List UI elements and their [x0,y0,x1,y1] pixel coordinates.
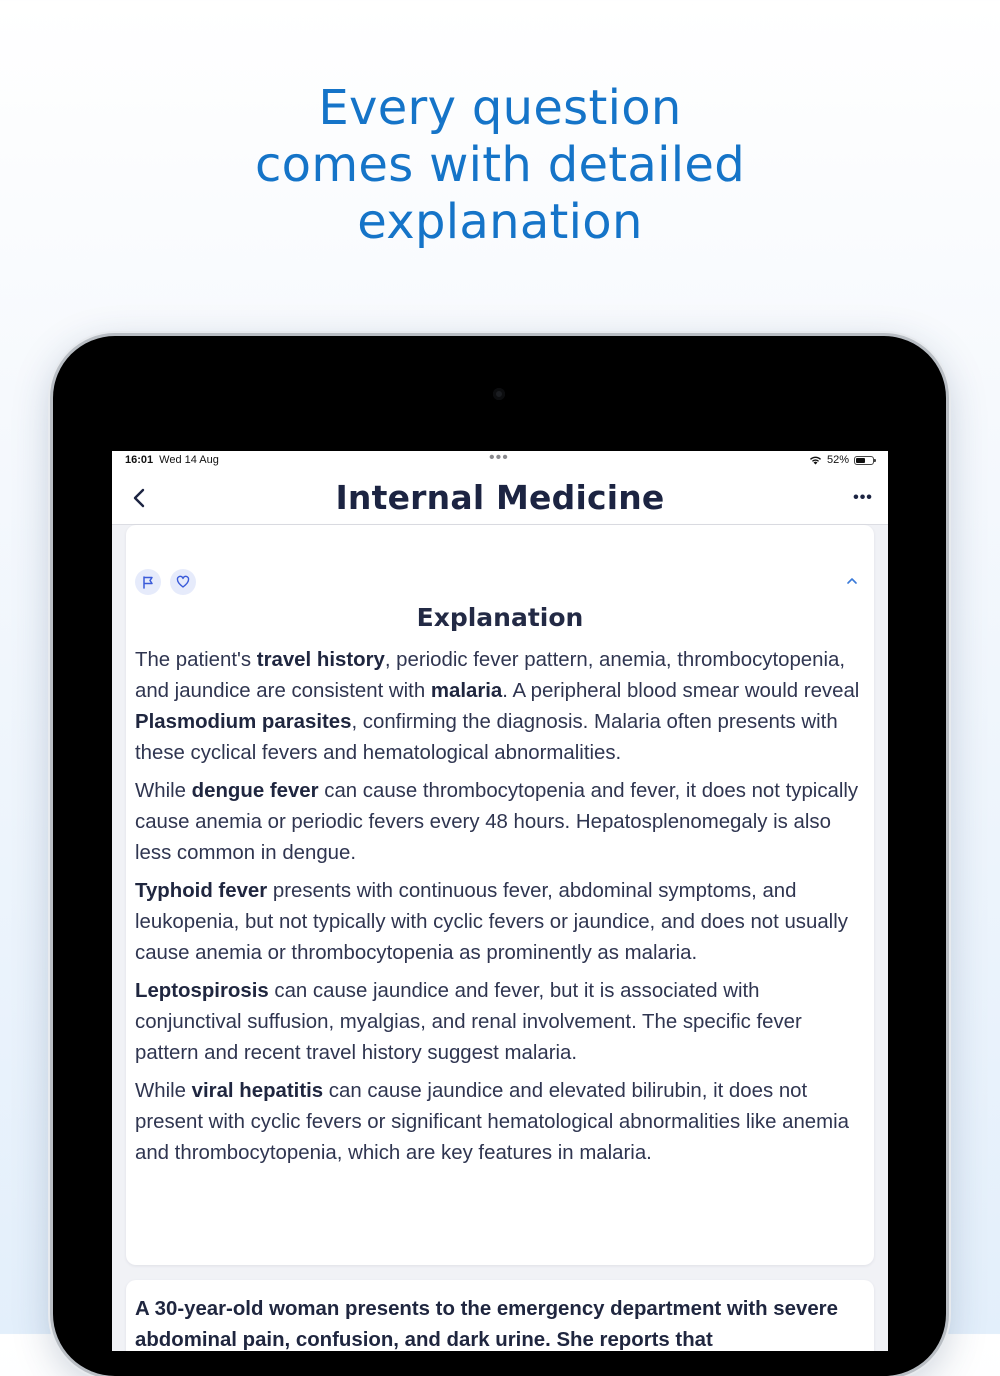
explanation-body [135,645,870,1176]
explanation-card [126,525,874,1265]
multitasking-dots-icon[interactable]: ••• [489,451,509,466]
front-camera [493,388,505,400]
key-term: Typhoid fever [135,880,268,902]
status-time-date [125,454,219,466]
ellipsis-icon: ••• [853,489,873,506]
explanation-text: . A peripheral blood smear would reveal [502,680,860,702]
status-bar [112,451,888,471]
chevron-up-icon [846,577,858,585]
status-indicators [809,454,874,466]
explanation-text: The patient's [135,649,257,671]
key-term: Leptospirosis [135,980,269,1002]
explanation-paragraph [135,776,870,869]
explanation-text: can cause thrombocytopenia and fever, it does not typically cause anemia or periodic fevers every 48 hours. Hepatosplenomegaly is also less common in dengue. [135,780,859,864]
flag-icon [141,575,155,589]
status-date: Wed 14 Aug [159,454,219,466]
page-title: Internal Medicine [335,478,665,517]
navigation-bar [112,471,888,525]
favorite-button[interactable] [170,569,196,595]
explanation-text: While [135,1080,192,1102]
key-term: Plasmodium parasites [135,711,352,733]
collapse-button[interactable] [842,571,862,591]
promo-headline [0,80,1000,251]
explanation-text: can cause jaundice and elevated bilirubin, it does not present with cyclic fevers or significant hematological abnormalities like anemia and thrombocytopenia, which are key features in malaria. [135,1080,849,1164]
question-stem: A 30-year-old woman presents to the emergency department with severe abdominal pain, confusion, and dark urine. She reports that [135,1298,838,1351]
explanation-paragraph [135,976,870,1069]
heart-icon [176,575,190,589]
key-term: travel history [256,649,385,671]
key-term: dengue fever [191,780,319,802]
battery-icon [854,456,874,465]
headline-line-2: comes with detailed [254,137,745,193]
flag-button[interactable] [135,569,161,595]
explanation-text: , confirming the diagnosis. Malaria often presents with these cyclical fevers and hematological abnormalities. [135,711,838,764]
key-term: malaria [430,680,503,702]
explanation-text: While [135,780,192,802]
wifi-icon [809,455,822,465]
app-screen [112,451,888,1351]
more-button[interactable] [848,483,878,513]
next-question-card[interactable] [126,1280,874,1351]
explanation-paragraph [135,645,870,769]
headline-line-1: Every question [318,80,682,136]
headline-line-3: explanation [357,194,643,250]
status-time: 16:01 [125,454,154,466]
explanation-paragraph [135,1076,870,1169]
explanation-paragraph [135,876,870,969]
battery-percent: 52% [826,454,849,466]
key-term: viral hepatitis [191,1080,324,1102]
explanation-text: presents with continuous fever, abdominal symptoms, and leukopenia, but not typically with cyclic fevers or jaundice, and does not usually cause anemia or thrombocytopenia as prominently as malaria. [135,880,848,964]
explanation-text: can cause jaundice and fever, but it is associated with conjunctival suffusion, myalgias, and renal involvement. The specific fever pattern and recent travel history suggest malaria. [135,980,802,1064]
explanation-heading: Explanation [416,603,584,632]
explanation-text: , periodic fever pattern, anemia, thrombocytopenia, and jaundice are consistent with [135,649,846,702]
